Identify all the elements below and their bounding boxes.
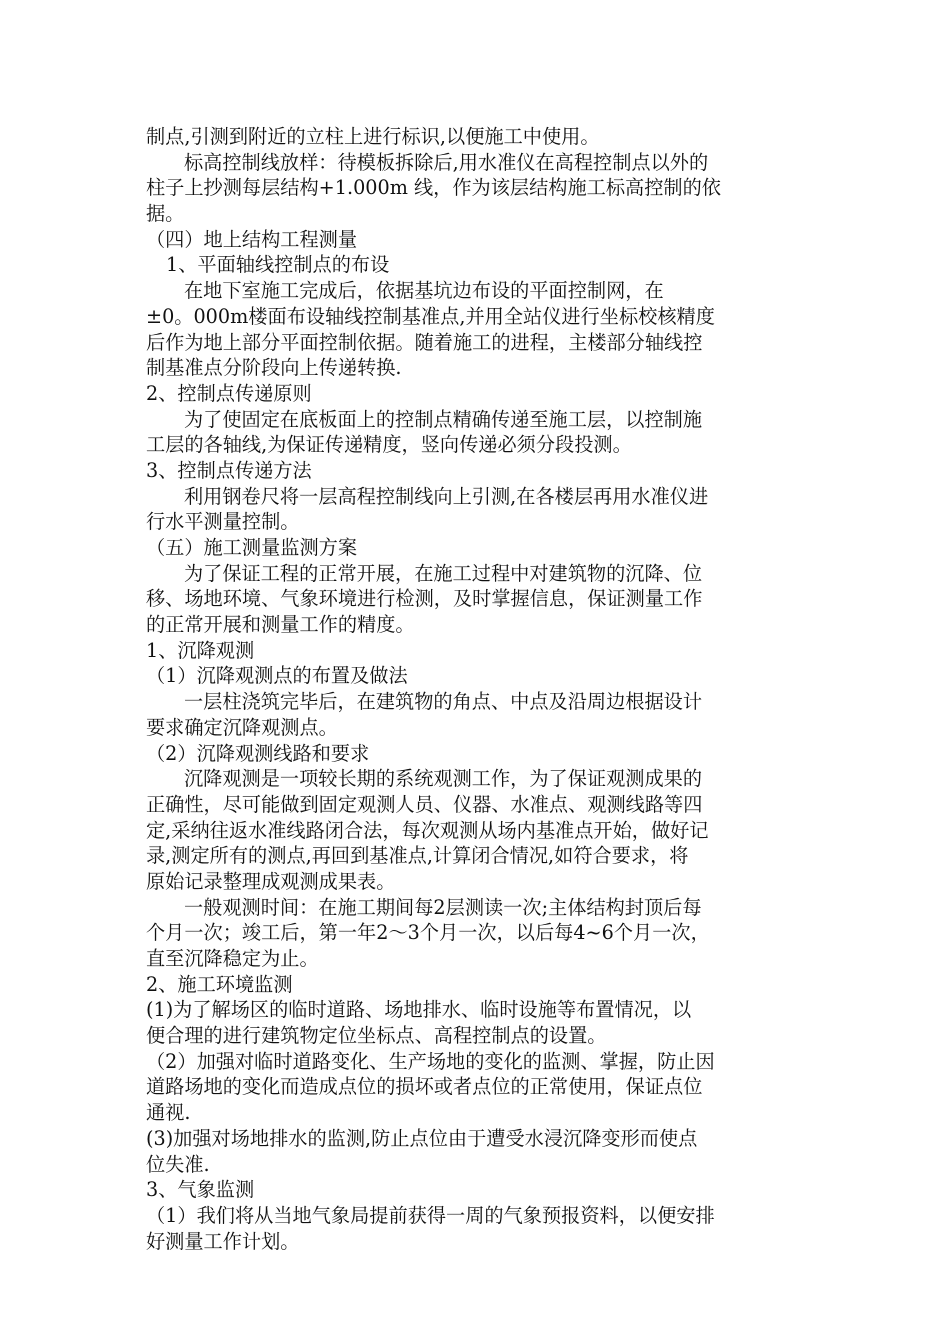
text-line: 据。	[146, 202, 185, 226]
subsection-heading: 1、平面轴线控制点的布设	[166, 253, 390, 277]
text-line: 后作为地上部分平面控制依据。随着施工的进程，主楼部分轴线控	[146, 330, 703, 354]
text-line: 标高控制线放样：待模板拆除后,用水准仪在高程控制点以外的	[184, 150, 709, 174]
text-line: 直至沉降稳定为止。	[146, 947, 319, 970]
subsection-heading: 3、气象监测	[146, 1178, 255, 1202]
text-line: 道路场地的变化而造成点位的损坏或者点位的正常使用，保证点位	[146, 1075, 703, 1099]
text-line: 要求确定沉降观测点。	[146, 715, 338, 739]
subsection-heading: 2、施工环境监测	[146, 972, 293, 996]
text-line: ±0。000m楼面布设轴线控制基准点,并用全站仪进行坐标校核精度	[146, 304, 715, 328]
text-line: 制基准点分阶段向上传递转换.	[146, 356, 402, 380]
text-line: 好测量工作计划。	[146, 1229, 300, 1253]
text-line: 为了保证工程的正常开展，在施工过程中对建筑物的沉降、位	[184, 561, 703, 585]
text-line: 原始记录整理成观测成果表。	[146, 869, 396, 893]
text-line: 工层的各轴线,为保证传递精度，竖向传递必须分段投测。	[146, 433, 632, 457]
subsection-heading: 3、控制点传递方法	[146, 458, 312, 482]
text-line: 通视.	[146, 1101, 191, 1125]
text-line: 一层柱浇筑完毕后，在建筑物的角点、中点及沿周边根据设计	[184, 690, 703, 714]
text-line: 的正常开展和测量工作的精度。	[146, 613, 415, 637]
text-line: 柱子上抄测每层结构+1.000m 线，作为该层结构施工标高控制的依	[146, 176, 721, 200]
text-line: 正确性，尽可能做到固定观测人员、仪器、水准点、观测线路等四	[146, 792, 703, 816]
subsection-heading: 2、控制点传递原则	[146, 381, 312, 405]
item-heading: （1）沉降观测点的布置及做法	[146, 664, 408, 688]
text-line: （1）我们将从当地气象局提前获得一周的气象预报资料，以便安排	[146, 1203, 715, 1227]
text-line: 沉降观测是一项较长期的系统观测工作，为了保证观测成果的	[184, 767, 703, 791]
text-line: (3)加强对场地排水的监测,防止点位由于遭受水浸沉降变形而使点	[146, 1126, 698, 1150]
text-line: 定,采纳往返水准线路闭合法，每次观测从场内基准点开始，做好记	[146, 818, 709, 842]
subsection-heading: 1、沉降观测	[146, 638, 255, 662]
text-line: 为了使固定在底板面上的控制点精确传递至施工层，以控制施	[184, 407, 703, 431]
text-line: 行水平测量控制。	[146, 510, 300, 534]
text-line: 制点,引测到附近的立柱上进行标识,以便施工中使用。	[146, 125, 600, 148]
text-line: 便合理的进行建筑物定位坐标点、高程控制点的设置。	[146, 1024, 607, 1048]
section-heading: （四）地上结构工程测量	[146, 227, 358, 251]
text-line: 移、场地环境、气象环境进行检测，及时掌握信息，保证测量工作	[146, 587, 703, 611]
text-line: 录,测定所有的测点,再回到基准点,计算闭合情况,如符合要求，将	[146, 844, 689, 868]
document-body	[146, 124, 806, 1254]
text-line: 在地下室施工完成后，依据基坑边布设的平面控制网，在	[184, 279, 664, 303]
text-line: 个月一次；竣工后，第一年2～3个月一次，以后每4~6个月一次，	[146, 921, 710, 945]
text-line: 位失准.	[146, 1152, 210, 1176]
text-line: 一般观测时间：在施工期间每2层测读一次;主体结构封顶后每	[184, 895, 702, 919]
text-line: 利用钢卷尺将一层高程控制线向上引测,在各楼层再用水准仪进	[184, 484, 709, 508]
text-line: (1)为了解场区的临时道路、场地排水、临时设施等布置情况，以	[146, 998, 692, 1022]
section-heading: （五）施工测量监测方案	[146, 536, 358, 559]
text-line: （2）加强对临时道路变化、生产场地的变化的监测、掌握，防止因	[146, 1049, 715, 1073]
item-heading: （2）沉降观测线路和要求	[146, 741, 370, 765]
